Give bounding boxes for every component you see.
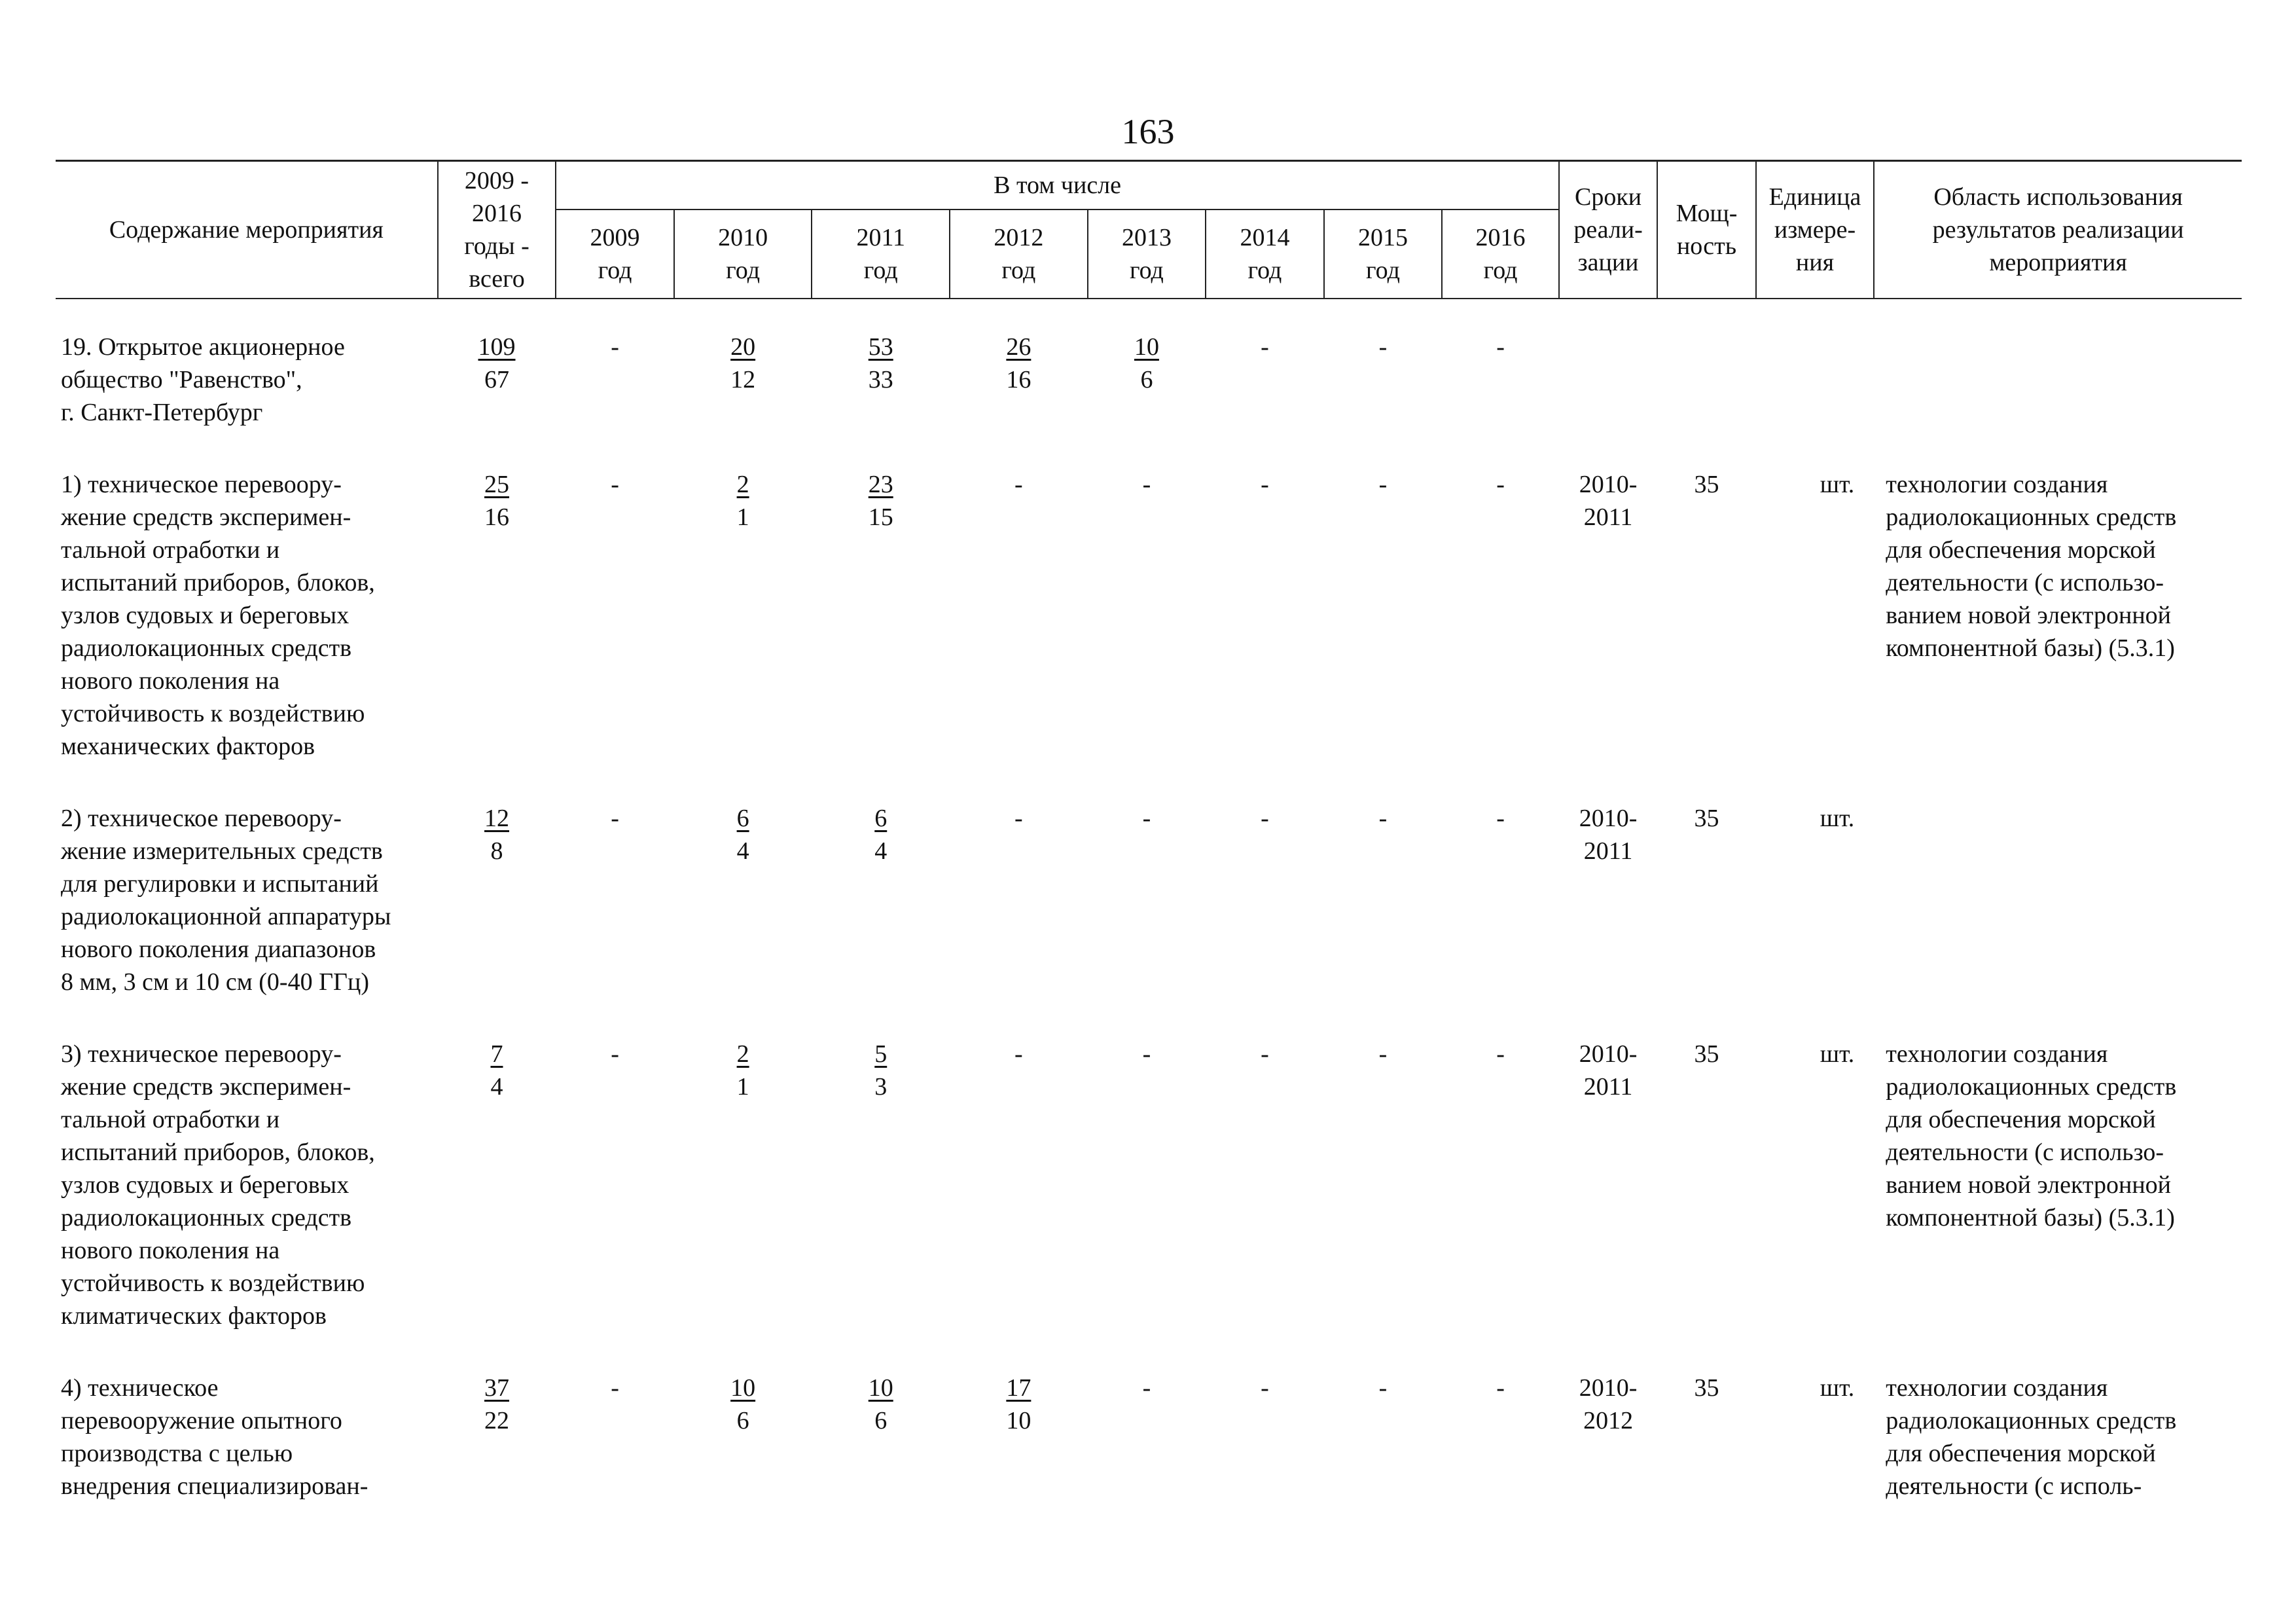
year-cell	[1442, 1038, 1559, 1332]
year-cell	[950, 1372, 1088, 1503]
value-federal: 12	[730, 366, 756, 393]
value-federal: 4	[874, 837, 888, 865]
total-cell	[438, 1372, 556, 1503]
value-total: 25	[484, 471, 509, 498]
year-cell	[1088, 802, 1206, 998]
value-total: 2	[736, 1040, 749, 1068]
dash-value: -	[1142, 1374, 1151, 1402]
year-cell	[950, 1038, 1088, 1332]
value-total: 6	[736, 805, 749, 832]
terms-cell: 2010- 2011	[1579, 1040, 1638, 1101]
usage-cell: технологии создания радиолокационных средств для обеспечения морской деятельности (с использо- ванием новой электронной компонентной базы) (5.3.1)	[1886, 1040, 2177, 1231]
header-unit: Единица измере- ния	[1756, 161, 1874, 299]
dash-value: -	[1496, 471, 1505, 498]
header-content: Содержание мероприятия	[56, 161, 438, 299]
value-federal: 8	[490, 837, 503, 865]
value-federal: 4	[490, 1073, 503, 1101]
value-total: 7	[490, 1040, 503, 1068]
dash-value: -	[1014, 471, 1023, 498]
year-cell	[1206, 468, 1324, 763]
dash-value: -	[1142, 471, 1151, 498]
unit-cell: шт.	[1820, 1040, 1855, 1068]
dash-value: -	[1014, 1040, 1023, 1068]
value-total: 20	[730, 333, 756, 361]
dash-value: -	[1261, 1374, 1269, 1402]
header-year-2014: 2014 год	[1206, 210, 1324, 299]
year-cell	[1088, 331, 1206, 429]
table-body	[56, 299, 2242, 1503]
year-cell	[1324, 802, 1443, 998]
year-cell	[950, 468, 1088, 763]
table-row	[56, 1372, 2242, 1503]
header-year-2015: 2015 год	[1324, 210, 1443, 299]
spacer-cell	[56, 763, 2242, 802]
year-cell	[812, 1372, 950, 1503]
usage-cell	[1874, 331, 2242, 429]
header-total: 2009 - 2016 годы - всего	[438, 161, 556, 299]
value-federal: 33	[868, 366, 893, 393]
year-cell	[556, 331, 674, 429]
year-cell	[556, 1038, 674, 1332]
year-cell	[812, 802, 950, 998]
value-total: 10	[1134, 333, 1159, 361]
spacer-cell	[56, 429, 2242, 468]
header-usage: Область использования результатов реализации мероприятия	[1874, 161, 2242, 299]
spacer-cell	[56, 998, 2242, 1038]
dash-value: -	[1142, 805, 1151, 832]
dash-value: -	[1261, 471, 1269, 498]
measure-description: 4) техническое перевооружение опытного производства с целью внедрения специализирован-	[61, 1374, 368, 1500]
year-cell	[1324, 331, 1443, 429]
year-cell	[674, 802, 812, 998]
value-federal: 1	[736, 503, 749, 531]
dash-value: -	[611, 1040, 619, 1068]
value-federal: 3	[874, 1073, 888, 1101]
year-cell	[950, 331, 1088, 429]
value-total: 10	[730, 1374, 756, 1402]
row-spacer	[56, 299, 2242, 331]
capacity-cell: 35	[1694, 471, 1719, 498]
table-row	[56, 802, 2242, 998]
page-number: 163	[1121, 112, 1175, 151]
total-cell	[438, 468, 556, 763]
value-total: 5	[874, 1040, 888, 1068]
table-header	[56, 161, 2242, 299]
year-cell	[674, 1038, 812, 1332]
dash-value: -	[611, 471, 619, 498]
year-cell	[1324, 468, 1443, 763]
dash-value: -	[611, 333, 619, 361]
capacity-cell: 35	[1694, 1040, 1719, 1068]
dash-value: -	[1261, 333, 1269, 361]
value-total: 10	[868, 1374, 893, 1402]
dash-value: -	[611, 1374, 619, 1402]
value-total: 26	[1006, 333, 1031, 361]
value-total: 12	[484, 805, 509, 832]
value-federal: 22	[484, 1407, 509, 1434]
table-row	[56, 1038, 2242, 1332]
year-cell	[1206, 1038, 1324, 1332]
row-spacer	[56, 429, 2242, 468]
usage-cell: технологии создания радиолокационных средств для обеспечения морской деятельности (с использо- ванием новой электронной компонентной базы) (5.3.1)	[1886, 471, 2177, 662]
header-capacity: Мощ- ность	[1657, 161, 1755, 299]
measure-description: 3) техническое перевоору- жение средств эксперимен- тальной отработки и испытаний приборов, блоков, узлов судовых и береговых радиолокационных средств нового поколения на устойчивость к воздействию климатических факторов	[61, 1040, 375, 1330]
year-cell	[1088, 468, 1206, 763]
value-total: 53	[868, 333, 893, 361]
value-federal: 6	[874, 1407, 888, 1434]
terms-cell: 2010- 2012	[1579, 1374, 1638, 1434]
header-year-2010: 2010 год	[674, 210, 812, 299]
year-cell	[556, 1372, 674, 1503]
row-spacer	[56, 1332, 2242, 1372]
dash-value: -	[1378, 333, 1388, 361]
value-federal: 16	[1006, 366, 1031, 393]
year-cell	[1324, 1038, 1443, 1332]
value-federal: 10	[1006, 1407, 1031, 1434]
dash-value: -	[1496, 1374, 1505, 1402]
total-cell	[438, 802, 556, 998]
row-spacer	[56, 763, 2242, 802]
year-cell	[556, 802, 674, 998]
year-cell	[812, 1038, 950, 1332]
row-spacer	[56, 998, 2242, 1038]
year-cell	[812, 331, 950, 429]
value-federal: 6	[1140, 366, 1153, 393]
terms-cell	[1559, 331, 1657, 429]
header-year-2013: 2013 год	[1088, 210, 1206, 299]
dash-value: -	[1261, 805, 1269, 832]
dash-value: -	[1378, 1040, 1388, 1068]
year-cell	[1442, 331, 1559, 429]
header-year-2011: 2011 год	[812, 210, 950, 299]
year-cell	[1206, 1372, 1324, 1503]
year-cell	[1206, 802, 1324, 998]
value-federal: 4	[736, 837, 749, 865]
year-cell	[1088, 1372, 1206, 1503]
measures-table	[56, 160, 2242, 1503]
value-federal: 16	[484, 503, 509, 531]
measure-description: 1) техническое перевоору- жение средств эксперимен- тальной отработки и испытаний приборов, блоков, узлов судовых и береговых радиолокационных средств нового поколения на устойчивость к воздействию механических факторов	[61, 471, 375, 760]
value-total: 6	[874, 805, 888, 832]
dash-value: -	[1496, 805, 1505, 832]
dash-value: -	[1496, 333, 1505, 361]
year-cell	[1442, 1372, 1559, 1503]
value-federal: 15	[868, 503, 893, 531]
dash-value: -	[1378, 1374, 1388, 1402]
unit-cell: шт.	[1820, 471, 1855, 498]
value-federal: 67	[484, 366, 509, 393]
year-cell	[1324, 1372, 1443, 1503]
dash-value: -	[1496, 1040, 1505, 1068]
dash-value: -	[1378, 471, 1388, 498]
year-cell	[812, 468, 950, 763]
year-cell	[674, 331, 812, 429]
year-cell	[1442, 468, 1559, 763]
value-total: 2	[736, 471, 749, 498]
total-cell	[438, 1038, 556, 1332]
header-year-2012: 2012 год	[950, 210, 1088, 299]
year-cell	[674, 468, 812, 763]
value-federal: 1	[736, 1073, 749, 1101]
year-cell	[1088, 1038, 1206, 1332]
year-cell	[950, 802, 1088, 998]
dash-value: -	[1014, 805, 1023, 832]
measure-description: 2) техническое перевоору- жение измерительных средств для регулировки и испытаний радиолокационной аппаратуры нового поколения диапазонов 8 мм, 3 см и 10 см (0-40 ГГц)	[61, 805, 391, 996]
value-total: 109	[478, 333, 516, 361]
spacer-cell	[56, 1332, 2242, 1372]
capacity-cell: 35	[1694, 805, 1719, 832]
total-cell	[438, 331, 556, 429]
capacity-cell: 35	[1694, 1374, 1719, 1402]
terms-cell: 2010- 2011	[1579, 805, 1638, 865]
table-row	[56, 331, 2242, 429]
header-including: В том числе	[556, 161, 1559, 210]
capacity-cell	[1657, 331, 1755, 429]
unit-cell	[1756, 331, 1874, 429]
table-row	[56, 468, 2242, 763]
value-total: 23	[868, 471, 893, 498]
unit-cell: шт.	[1820, 1374, 1855, 1402]
dash-value: -	[611, 805, 619, 832]
year-cell	[1206, 331, 1324, 429]
dash-value: -	[1142, 1040, 1151, 1068]
header-terms: Сроки реали- зации	[1559, 161, 1657, 299]
value-total: 37	[484, 1374, 509, 1402]
year-cell	[1442, 802, 1559, 998]
value-federal: 6	[736, 1407, 749, 1434]
header-year-2016: 2016 год	[1442, 210, 1559, 299]
value-total: 17	[1006, 1374, 1031, 1402]
header-year-2009: 2009 год	[556, 210, 674, 299]
usage-cell	[1874, 802, 2242, 998]
usage-cell: технологии создания радиолокационных средств для обеспечения морской деятельности (с исполь-	[1886, 1374, 2177, 1500]
unit-cell: шт.	[1820, 805, 1855, 832]
year-cell	[674, 1372, 812, 1503]
measure-description: 19. Открытое акционерное общество "Равенство", г. Санкт-Петербург	[61, 333, 345, 426]
spacer-cell	[56, 299, 2242, 331]
dash-value: -	[1378, 805, 1388, 832]
dash-value: -	[1261, 1040, 1269, 1068]
year-cell	[556, 468, 674, 763]
terms-cell: 2010- 2011	[1579, 471, 1638, 531]
